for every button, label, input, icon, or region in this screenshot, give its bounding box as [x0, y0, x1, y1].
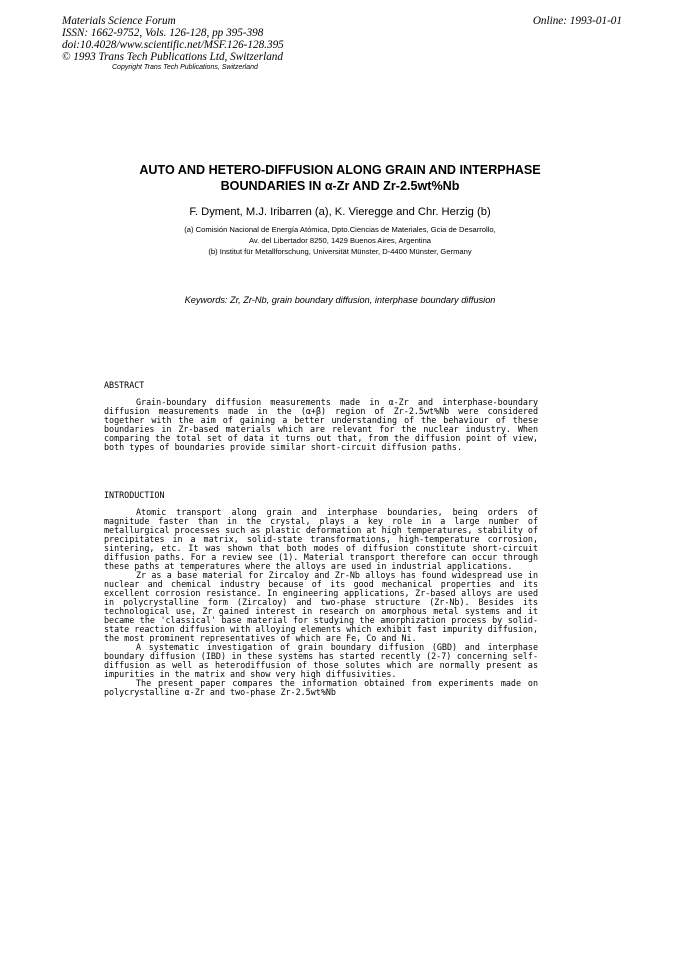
affiliation-a-line-2: Av. del Libertador 8250, 1429 Buenos Aires, Argentina	[248, 236, 432, 245]
issn-line: ISSN: 1662-9752, Vols. 126-128, pp 395-398	[62, 27, 264, 39]
keywords: Keywords: Zr, Zr-Nb, grain boundary diffusion, interphase boundary diffusion	[184, 295, 496, 305]
journal-name: Materials Science Forum	[62, 15, 176, 27]
abstract-text: Grain-boundary diffusion measurements made in α-Zr and interphase-boundary diffusion measurements made in the (α+β) region of Zr-2.5wt%Nb were considered together with the aim of gaining a better understanding of the behaviour of these boundaries in Zr-based materials which are relevant for the nuclear industry. When comparing the total set of data it turns out that, from the diffusion point of view, both types of boundaries provide similar short-circuit diffusion paths.	[104, 397, 538, 452]
paper-title-line-1: AUTO AND HETERO-DIFFUSION ALONG GRAIN AND INTERPHASE	[139, 163, 541, 177]
copyright-notice: Copyright Trans Tech Publications, Switzerland	[112, 64, 258, 71]
affiliation-a-line-1: (a) Comisión Nacional de Energía Atómica, Dpto.Ciencias de Materiales, Gcia de Desarrollo,	[184, 225, 496, 234]
paper-title	[80, 162, 600, 194]
paper-title-line-2: BOUNDARIES IN α-Zr AND Zr-2.5wt%Nb	[220, 179, 460, 193]
introduction-heading: INTRODUCTION	[104, 490, 165, 500]
author-list: F. Dyment, M.J. Iribarren (a), K. Vieregge and Chr. Herzig (b)	[189, 206, 491, 218]
introduction-paragraph: The present paper compares the information obtained from experiments made on polycrystalline α-Zr and two-phase Zr-2.5wt%Nb	[104, 678, 538, 697]
introduction-paragraph: Zr as a base material for Zircaloy and Zr-Nb alloys has found widespread use in nuclear and chemical industry because of its good mechanical properties and its excellent corrosion resistance. In engineering applications, Zr-based alloys are used in polycrystalline form (Zircaloy) and two-phase structure (Zr-Nb). Besides its technological use, Zr gained interest in research on amorphous metal systems and it became the 'classical' base material for studying the amorphization process by solid-state reaction diffusion with alloying elements which exhibit fast impurity diffusion, the most prominent representatives of which are Fe, Co and Ni.	[104, 570, 538, 643]
doi-line: doi:10.4028/www.scientific.net/MSF.126-128.395	[62, 39, 284, 51]
introduction-paragraph: A systematic investigation of grain boundary diffusion (GBD) and interphase boundary diffusion (IBD) in these systems has started recently (2-7) concerning self-diffusion as well as heterodiffusion of those solutes which are normally present as impurities in the matrix and show very high diffusivities.	[104, 642, 538, 679]
introduction-paragraph: Atomic transport along grain and interphase boundaries, being orders of magnitude faster than in the crystal, plays a key role in a large number of metallurgical processes such as plastic deformation at high temperatures, stability of precipitates in a matrix, solid-state transformations, high-temperature corrosion, sintering, etc. It was shown that both modes of diffusion constitute short-circuit diffusion paths. For a review see (1). Material transport therefore can occur through these paths at temperatures where the alloys are used in industrial applications.	[104, 507, 538, 571]
affiliation-b: (b) Institut für Metallforschung, Universität Münster, D-4400 Münster, Germany	[208, 247, 472, 256]
abstract-section	[104, 381, 538, 452]
publication-info	[62, 15, 622, 63]
introduction-section	[104, 491, 538, 697]
abstract-heading: ABSTRACT	[104, 380, 145, 390]
online-date: Online: 1993-01-01	[532, 15, 622, 27]
publisher-line: © 1993 Trans Tech Publications Ltd, Switzerland	[62, 51, 283, 63]
